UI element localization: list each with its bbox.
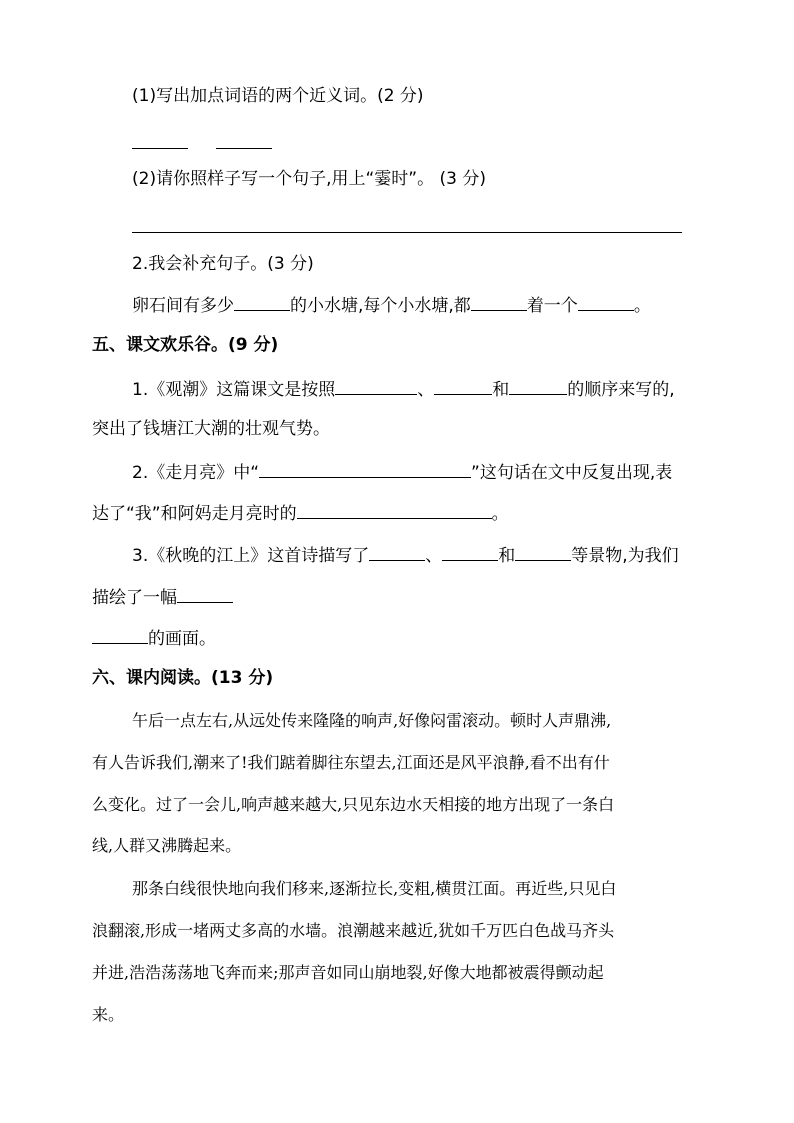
fill-blank-s5-3d[interactable] <box>177 584 233 603</box>
paragraph-line: 有人告诉我们,潮来了!我们踮着脚往东望去,江面还是风平浪静,看不出有什 <box>92 753 610 772</box>
s5-item2-text-2: ”这句话在文中反复出现,表 <box>471 463 673 483</box>
s5-item1-line1 <box>132 376 675 402</box>
s5-item3-text-3: 描绘了一幅 <box>92 588 177 608</box>
q2-text-3: 着一个 <box>526 296 578 316</box>
s5-item3-line1 <box>132 542 679 568</box>
s5-item2-text-1: 2.《走月亮》中“ <box>132 463 260 483</box>
fill-blank-s5-1a[interactable] <box>335 376 417 395</box>
q2-text-2: 的小水塘,每个小水塘,都 <box>290 296 471 316</box>
s5-item1-text-1: 1.《观潮》这篇课文是按照 <box>132 380 336 400</box>
s5-item2-line1 <box>132 459 672 485</box>
s5-item1-text-2: 的顺序来写的, <box>567 380 675 400</box>
s5-item3-line2 <box>92 584 233 610</box>
answer-blank-1[interactable] <box>132 148 188 149</box>
answer-blank-2[interactable] <box>216 148 272 149</box>
q1-sub1: (1)写出加点词语的两个近义词。(2 分) <box>132 86 424 106</box>
q2-text-4: 。 <box>633 296 651 316</box>
paragraph-line: 并进,浩浩荡荡地飞奔而来;那声音如同山崩地裂,好像大地都被震得颤动起 <box>92 963 604 982</box>
fill-blank-q2-1[interactable] <box>234 292 290 311</box>
fill-blank-s5-2a[interactable] <box>259 459 471 478</box>
fill-blank-s5-1c[interactable] <box>509 376 567 395</box>
answer-line-sentence[interactable] <box>132 232 682 233</box>
q2-title: 2.我会补充句子。(3 分) <box>132 254 314 274</box>
paragraph-line: 那条白线很快地向我们移来,逐渐拉长,变粗,横贯江面。再近些,只见白 <box>132 879 617 898</box>
fill-blank-s5-3b[interactable] <box>442 542 498 561</box>
paragraph-line: 来。 <box>92 1005 125 1024</box>
q1-sub2: (2)请你照样子写一个句子,用上“霎时”。 (3 分) <box>132 169 486 189</box>
fill-blank-q2-2[interactable] <box>471 292 527 311</box>
s5-item2-line2 <box>92 500 509 526</box>
paragraph-line: 线,人群又沸腾起来。 <box>92 836 242 855</box>
s5-item2-text-3: 达了“我”和阿妈走月亮时的 <box>92 504 297 524</box>
q2-text-1: 卵石间有多少 <box>132 296 234 316</box>
s5-item3-text-1: 3.《秋晚的江上》这首诗描写了 <box>132 546 370 566</box>
s5-item3-line3 <box>92 625 216 651</box>
s5-item1-sep1: 、 <box>417 380 435 400</box>
paragraph-line: 浪翻滚,形成一堵两丈多高的水墙。浪潮越来越近,犹如千万匹白色战马齐头 <box>92 921 615 940</box>
paragraph-line: 么变化。过了一会儿,响声越来越大,只见东边水天相接的地方出现了一条白 <box>92 795 615 814</box>
s5-item1-sep2: 和 <box>492 380 510 400</box>
fill-blank-s5-2b[interactable] <box>297 500 492 519</box>
s5-item2-text-4: 。 <box>491 504 509 524</box>
fill-blank-s5-3c[interactable] <box>515 542 571 561</box>
section6-title: 六、课内阅读。(13 分) <box>92 668 274 688</box>
s5-item3-sep1: 、 <box>425 546 443 566</box>
fill-blank-s5-3a[interactable] <box>369 542 425 561</box>
q2-sentence <box>132 292 651 318</box>
fill-blank-s5-3e[interactable] <box>92 625 148 644</box>
s5-item3-text-4: 的画面。 <box>148 629 216 649</box>
fill-blank-q2-3[interactable] <box>578 292 634 311</box>
s5-item3-text-2: 等景物,为我们 <box>571 546 679 566</box>
section5-title: 五、课文欢乐谷。(9 分) <box>92 335 279 355</box>
fill-blank-s5-1b[interactable] <box>434 376 492 395</box>
s5-item3-sep2: 和 <box>498 546 516 566</box>
paragraph-line: 午后一点左右,从远处传来隆隆的响声,好像闷雷滚动。顿时人声鼎沸, <box>132 711 612 730</box>
s5-item1-line2: 突出了钱塘江大潮的壮观气势。 <box>92 419 330 439</box>
